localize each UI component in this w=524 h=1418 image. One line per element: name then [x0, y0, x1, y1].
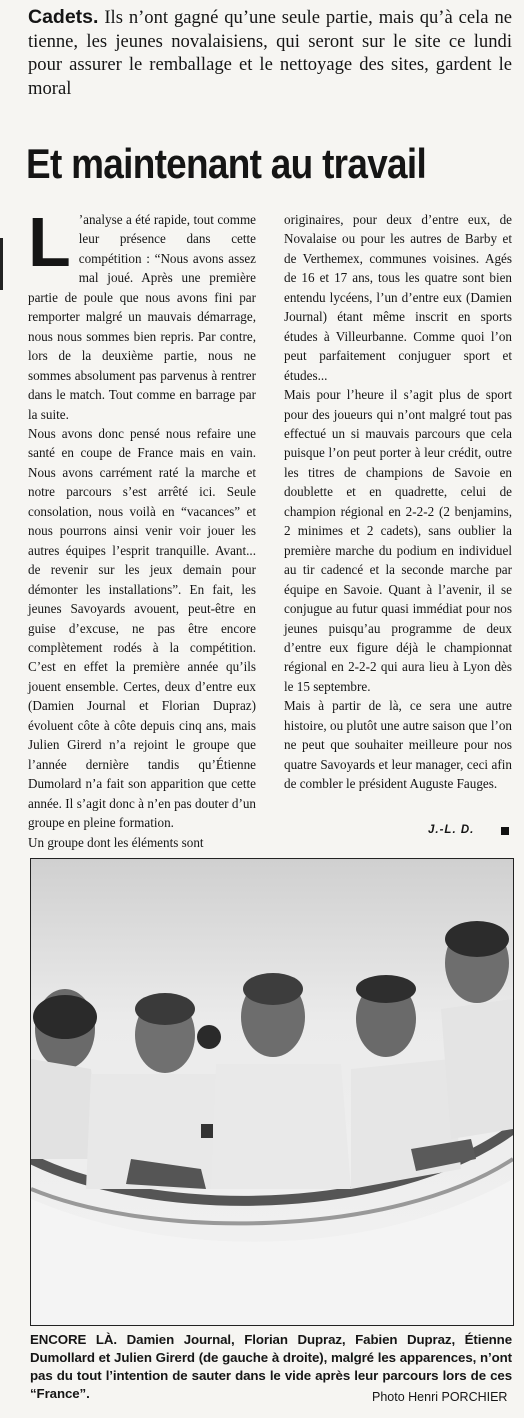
paragraph: originaires, pour deux d’entre eux, de Novalaise ou pour les autres de Barby et de Verthemex, communes voisines. Agés de 16 et 17 ans, tous les quatre sont bien entendu lycéens, l’un d’entre eux (Damien Journal) étant même inscrit en sports études à Villeurbanne. Comme quoi l’on peut parfaitement conjuguer sport et études...: [284, 212, 512, 383]
caption-text: Damien Journal, Florian Dupraz, Fabien Dupraz, Étienne Dumollard et Julien Girerd (de gauche à droite), malgré les apparences, n’ont pas du tout l’intention de sauter dans le vide après leur parcours lors de ces “France”.: [30, 1332, 512, 1401]
article-column-right: [284, 210, 512, 794]
kicker-text: Ils n’ont gagné qu’une seule partie, mais qu’à cela ne tienne, les jeunes novalaisiens, qui seront sur le site ce lundi pour assurer le remballage et le nettoyage des sites, gardent le moral: [28, 7, 512, 99]
team-photo: [30, 858, 514, 1326]
paragraph: Mais à partir de là, ce sera une autre histoire, ou plutôt une autre saison que l’on ne peut que souhaiter meilleure pour nos quatre Savoyards et leur manager, ceci afin de combler le président Auguste Fauges.: [284, 698, 512, 792]
caption-lead: ENCORE LÀ.: [30, 1332, 118, 1347]
photo-credit: Photo Henri PORCHIER: [372, 1390, 508, 1404]
author-signature: J.-L. D.: [428, 824, 475, 836]
article-column-left: [28, 203, 256, 852]
dropcap: L: [28, 203, 71, 281]
end-mark-square: [501, 827, 509, 835]
adjacent-column-rule: [0, 238, 3, 290]
article-kicker: [28, 6, 512, 100]
paragraph: Un groupe dont les éléments sont: [28, 834, 204, 850]
paragraph: Mais pour l’heure il s’agit plus de sport pour des joueurs qui n’ont malgré tout pas effectué un si mauvais parcours que cela puisque l’on peut porter à leur crédit, outre les titres de champions de Savoie en doublette et en quadrette, celui de champion régional en 2-2-2 (2 benjamins, 2 minimes et 2 cadets), sans oublier la première marche du podium en individuel au tir cadencé et la seconde marche par équipe en Savoie. Quant à l’avenir, il se conjugue au futur quasi immédiat pour nos jeunes puisqu’au programme de deux d’entre eux figure déjà le championnat régional en 2-2-2 qui aura lieu à Lyon dès le 15 septembre.: [284, 387, 512, 694]
paragraph: Nous avons donc pensé nous refaire une santé en coupe de France mais en vain. Nous avons carrément raté la marche et notre parcours s’est arrêté ici. Seule consolation, nous voilà en “vacances” et nous pourrons ainsi venir voir jouer les autres équipes l’esprit tranquille. Avant... de revenir sur les jeux demain pour démonter les installations”. En fait, les jeunes Savoyards avouent, peut-être en guise d’excuse, ne pas être encore complètement rodés à la compétition. C’est en effet la première année qu’ils jouent ensemble. Certes, deux d’entre eux (Damien Journal et Florian Dupraz) évoluent côte à côte depuis cinq ans, mais Julien Girerd n’a rejoint le groupe que l’année dernière tandis qu’Étienne Dumolard n’a fait son apparition que cette année. Il s’agit donc à n’en pas douter d’un groupe en pleine formation.: [28, 425, 256, 831]
kicker-lead: Cadets.: [28, 6, 99, 28]
article-headline: Et maintenant au travail: [26, 140, 427, 187]
paragraph: ’analyse a été rapide, tout comme leur présence dans cette compétition : “Nous avons assez mal joué. Après une première partie de poule que nous avons fini par remporter malgré un mauvais démarrage, nous nous sommes bien repris. Par contre, lors de la deuxième partie, nous ne sommes absolument pas parvenus à rentrer dans le match. Tout comme en barrage par la suite.: [28, 212, 256, 422]
team-photo-illustration: [31, 859, 513, 1325]
